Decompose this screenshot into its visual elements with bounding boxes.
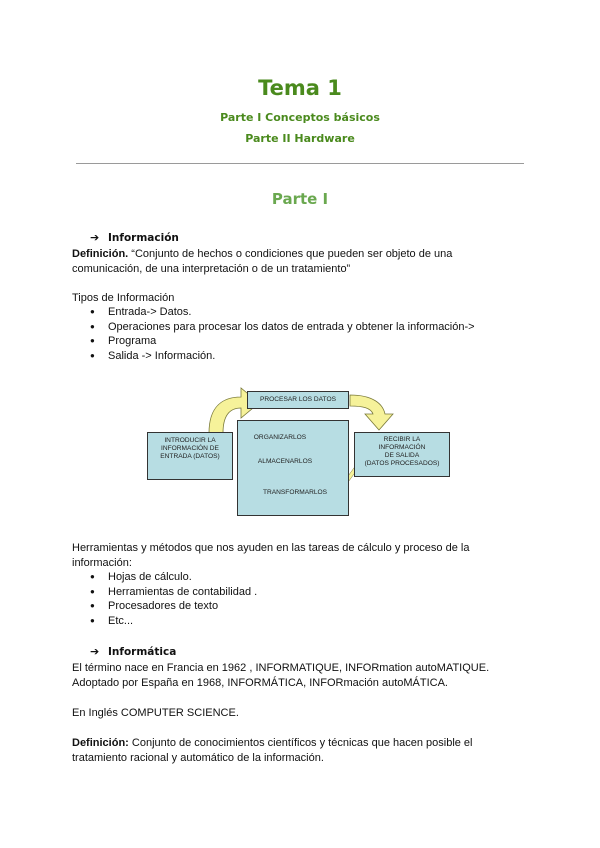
origin-line2: Adoptado por España en 1968, INFORMÁTICA, INFORmación autoMÁTICA. [72, 676, 448, 689]
tools-intro [72, 541, 528, 570]
list-item: ● Entrada-> Datos. [72, 305, 528, 320]
page-title: Tema 1 [258, 76, 342, 100]
tools-list [72, 570, 528, 628]
definition-text-line1: “Conjunto de hechos o condiciones que pueden ser objeto de una [128, 248, 453, 260]
subtitle-part-two: Parte II Hardware [245, 132, 355, 145]
step-transformar: TRANSFORMARLOS [262, 489, 328, 496]
definition-label: Definición: [72, 737, 129, 749]
list-item: ● Operaciones para procesar los datos de entrada y obtener la información-> [72, 320, 528, 335]
list-item: ● Herramientas de contabilidad . [72, 585, 528, 600]
output-box [354, 432, 450, 477]
arrow-icon: ➔ [90, 231, 100, 244]
output-label-line: INFORMACIÓN [378, 444, 426, 451]
list-item-continuation-text: Programa [108, 335, 157, 348]
subtitle-part-one: Parte I Conceptos básicos [220, 111, 380, 124]
list-item: ● Etc... [72, 614, 528, 629]
informacion-heading-label: Información [108, 232, 179, 244]
origin-paragraph [72, 661, 528, 690]
curved-arrow-down-icon [350, 395, 393, 430]
output-label-line: RECIBIR LA [383, 436, 421, 443]
process-label-box: PROCESAR LOS DATOS [247, 391, 349, 409]
types-intro: Tipos de Información [72, 292, 175, 304]
horizontal-divider [76, 163, 524, 164]
informacion-heading [90, 231, 179, 244]
list-item-continuation [72, 334, 528, 349]
arrow-icon: ➔ [90, 645, 100, 658]
definition-text-line2: tratamiento racional y automático de la información. [72, 751, 324, 764]
output-label-line: DE SALIDA [384, 452, 420, 459]
input-label-line: INFORMACIÓN DE [161, 445, 219, 452]
definition-text-line1: Conjunto de conocimientos científicos y técnicas que hacen posible el [128, 737, 473, 749]
process-diagram [145, 386, 455, 520]
input-box [147, 432, 233, 480]
list-item: ● Salida -> Información. [72, 349, 528, 364]
english-term: En Inglés COMPUTER SCIENCE. [72, 707, 239, 719]
informatica-heading [90, 645, 176, 658]
informatica-heading-label: Informática [108, 646, 177, 658]
definition-label: Definición. [72, 248, 129, 260]
input-label-line: ENTRADA (DATOS) [160, 453, 220, 460]
input-label-line: INTRODUCIR LA [164, 437, 216, 444]
informatica-definition [72, 736, 528, 765]
definition-paragraph [72, 247, 528, 276]
list-item: ● Hojas de cálculo. [72, 570, 528, 585]
tools-intro-line2: información: [72, 556, 132, 569]
output-label-line: (DATOS PROCESADOS) [364, 460, 440, 467]
types-list [72, 305, 528, 363]
section-heading-parte-i: Parte I [271, 190, 329, 208]
tools-intro-line1: Herramientas y métodos que nos ayuden en las tareas de cálculo y proceso de la [72, 542, 470, 554]
list-item: ● Procesadores de texto [72, 599, 528, 614]
definition-text-line2: comunicación, de una interpretación o de un tratamiento” [72, 262, 351, 275]
step-almacenar: ALMACENARLOS [257, 458, 313, 465]
origin-line1: El término nace en Francia en 1962 , INFORMATIQUE, INFORmation autoMATIQUE. [72, 662, 490, 674]
step-organizar: ORGANIZARLOS [253, 434, 307, 441]
